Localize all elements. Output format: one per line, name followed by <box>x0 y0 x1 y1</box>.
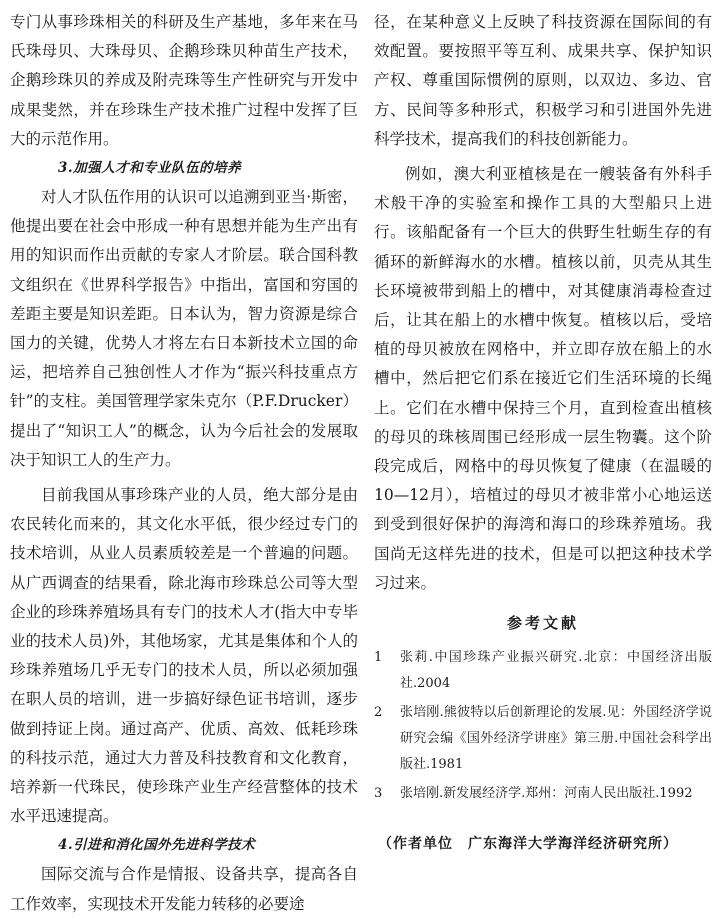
left-column <box>10 8 358 919</box>
section-heading: 3.加强人才和专业队伍的培养 <box>58 160 242 177</box>
references-heading: 参考文献 <box>506 614 579 633</box>
author-affiliation: （作者单位 广东海洋大学海洋经济研究所） <box>378 836 678 853</box>
references-list <box>374 645 712 807</box>
body-paragraph: 例如，澳大利亚植核是在一艘装备有外科手术般干净的实验室和操作工具的大型船只上进行。该船配备有一个巨大的供野生牡蛎生存的有循环的新鲜海水的水槽。植核以前，贝壳从其生长环境被带到船上的槽中，对其健康消毒检查过后，让其在船上的水槽中恢复。植核以后，受培植的母贝被放在网格中，并立即存放在船上的水槽中，然后把它们系在接近它们生活环境的长绳上。它们在水槽中保持三个月，直到检查出植核的母贝的珠核周围已经形成一层生物囊。这个阶段完成后，网格中的母贝恢复了健康（在温暖的10—12月），培植过的母贝才被非常小心地运送到受到很好保护的海湾和海口的珍珠养殖场。我国尚无这样先进的技术，但是可以把这种技术学习过来。 <box>374 165 712 592</box>
body-paragraph: 径，在某种意义上反映了科技资源在国际间的有效配置。要按照平等互利、成果共享、保护知识产权、尊重国际惯例的原则，以双边、多边、官方、民间等多种形式，积极学习和引进国外先进科学技术，提高我们的科技创新能力。 <box>374 13 712 148</box>
reference-text: 张培刚.熊彼特以后创新理论的发展.见：外国经济学说研究会编《国外经济学讲座》第三册.中国社会科学出版社.1981 <box>400 705 712 773</box>
reference-number: 3 <box>374 786 383 802</box>
reference-item <box>374 645 712 697</box>
body-paragraph: 专门从事珍珠相关的科研及生产基地，多年来在马氏珠母贝、大珠母贝、企鹅珍珠贝种苗生产技术，企鹅珍珠贝的养成及附壳珠等生产性研究与开发中成果斐然，并在珍珠生产技术推广过程中发挥了巨大的示范作用。 <box>10 13 358 148</box>
reference-number: 2 <box>374 705 383 721</box>
reference-item <box>374 781 712 807</box>
reference-number: 1 <box>374 650 383 666</box>
body-paragraph: 国际交流与合作是情报、设备共享，提高各自工作效率，实现技术开发能力转移的必要途 <box>10 865 358 913</box>
reference-item <box>374 700 712 778</box>
reference-text: 张培刚.新发展经济学.郑州：河南人民出版社.1992 <box>400 786 693 802</box>
right-column <box>374 8 712 853</box>
section-heading: 4.引进和消化国外先进科学技术 <box>58 837 256 854</box>
body-paragraph: 对人才队伍作用的认识可以追溯到亚当·斯密，他提出要在社会中形成一种有思想并能为生产出有用的知识而作出贡献的专家人才阶层。联合国科教文组织在《世界科学报告》中指出，富国和穷国的差距主要是知识差距。日本认为，智力资源是综合国力的关键，优势人才将左右日本新技术立国的命运，把培养自己独创性人才作为“振兴科技重点方针”的支柱。美国管理学家朱克尔（P.F.Drucker）提出了“知识工人”的概念，认为今后社会的发展取决于知识工人的生产力。 <box>10 188 358 469</box>
reference-text: 张莉.中国珍珠产业振兴研究.北京：中国经济出版社.2004 <box>400 650 712 692</box>
body-paragraph: 目前我国从事珍珠产业的人员，绝大部分是由农民转化而来的，其文化水平低，很少经过专门的技术培训，从业人员素质较差是一个普遍的问题。从广西调查的结果看，除北海市珍珠总公司等大型企业的珍珠养殖场具有专门的技术人才(指大中专毕业的技术人员)外，其他场家，尤其是集体和个人的珍珠养殖场几乎无专门的技术人员，所以必须加强在职人员的培训，进一步搞好绿色证书培训，逐步做到持证上岗。通过高产、优质、高效、低耗珍珠的科技示范，通过大力普及科技教育和文化教育，培养新一代珠民，使珍珠产业生产经营整体的技术水平迅速提高。 <box>10 486 358 826</box>
